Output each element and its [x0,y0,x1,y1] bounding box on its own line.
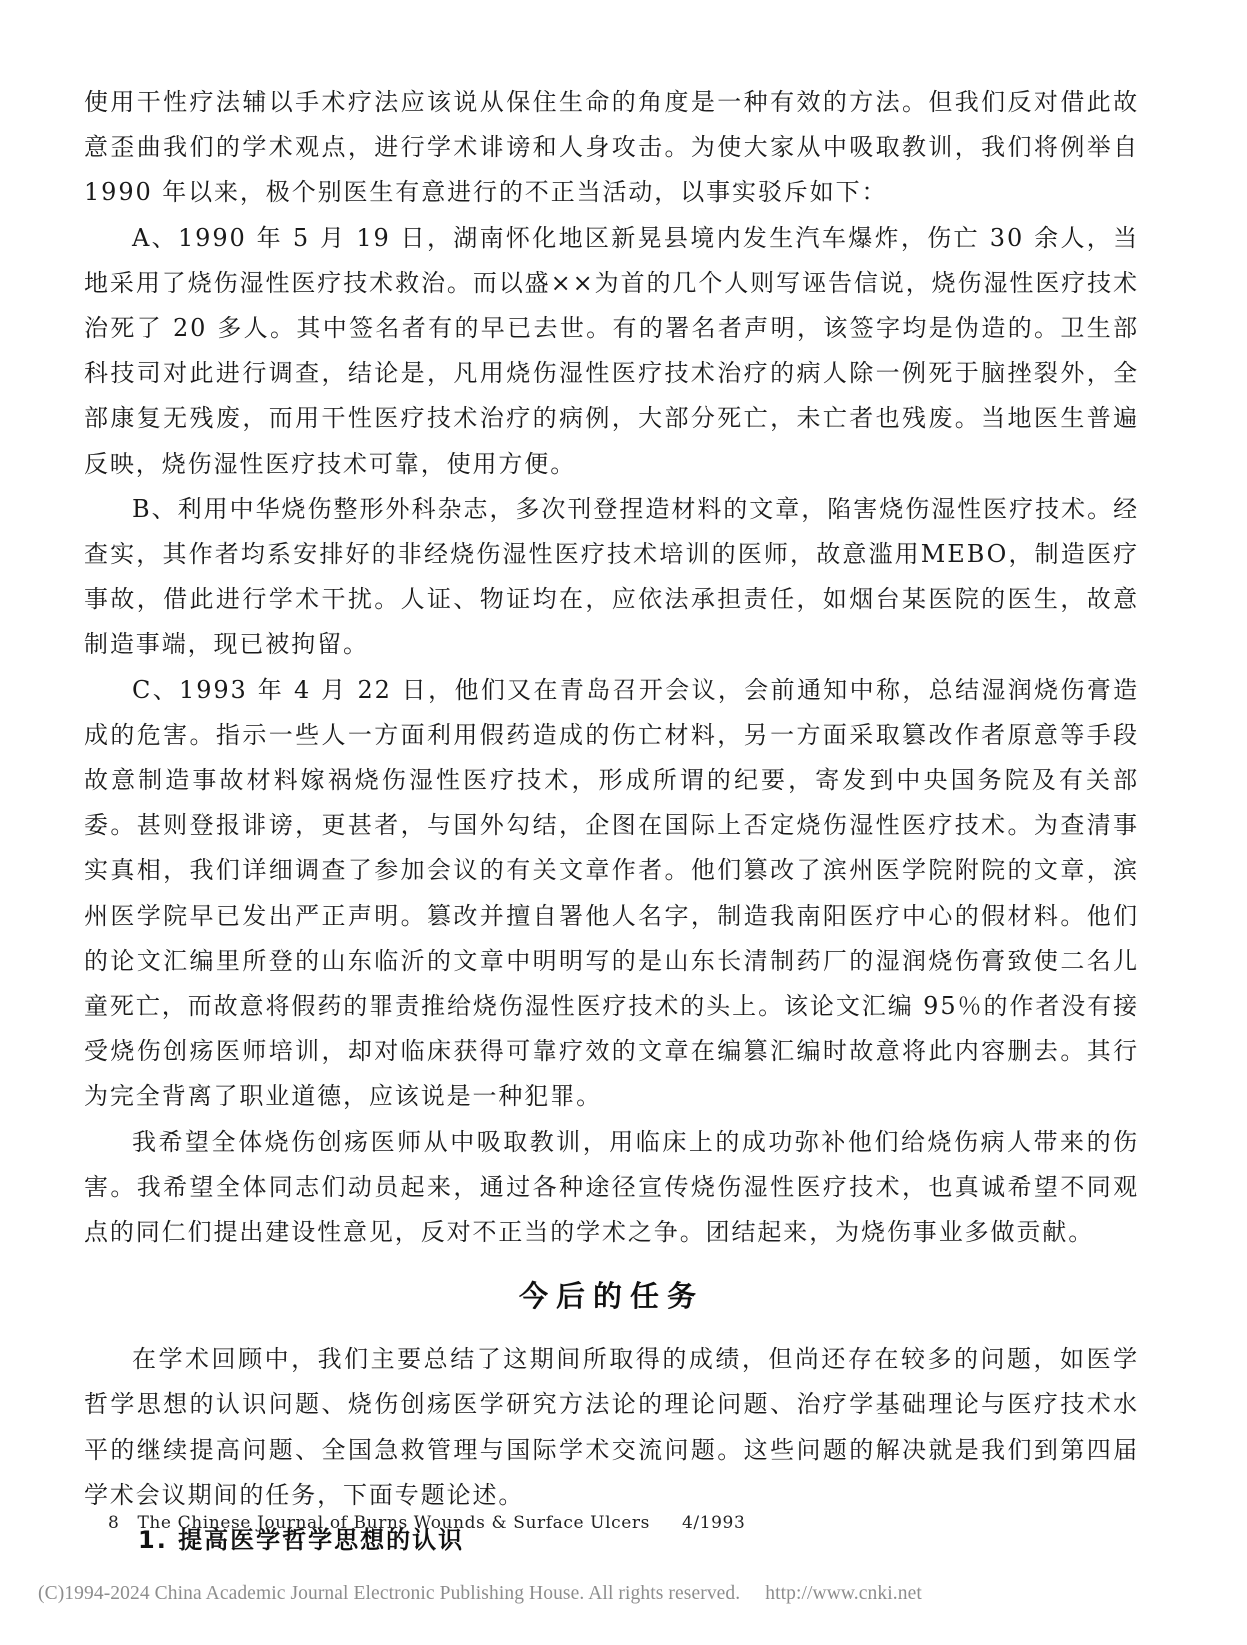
paragraph-case-b: B、利用中华烧伤整形外科杂志，多次刊登捏造材料的文章，陷害烧伤湿性医疗技术。经查实，其作者均系安排好的非经烧伤湿性医疗技术培训的医师，故意滥用MEBO，制造医疗事故，借此进行学术干扰。人证、物证均在，应依法承担责任，如烟台某医院的医生，故意制造事端，现已被拘留。 [84,494,1139,659]
paragraph-tasks-intro: 在学术回顾中，我们主要总结了这期间所取得的成绩，但尚还存在较多的问题，如医学哲学思想的认识问题、烧伤创疡医学研究方法论的理论问题、治疗学基础理论与医疗技术水平的继续提高问题、全国急救管理与国际学术交流问题。这些问题的解决就是我们到第四届学术会议期间的任务，下面专题论述。 [84,1345,1139,1509]
paragraph-appeal: 我希望全体烧伤创疡医师从中吸取教训，用临床上的成功弥补他们给烧伤病人带来的伤害。我希望全体同志们动员起来，通过各种途径宣传烧伤湿性医疗技术，也真诚希望不同观点的同仁们提出建设性意见，反对不正当的学术之争。团结起来，为烧伤事业多做贡献。 [84,1127,1139,1247]
issue-number: 4/1993 [681,1513,746,1533]
paragraph-case-a: A、1990 年 5 月 19 日，湖南怀化地区新晃县境内发生汽车爆炸，伤亡 30 余人，当地采用了烧伤湿性医疗技术救治。而以盛××为首的几个人则写诬告信说，烧伤湿性医疗技术治死了 20 多人。其中签名者有的早已去世。有的署名者声明，该签字均是伪造的。卫生部科技司对此进行调查，结论是，凡用烧伤湿性医疗技术治疗的病人除一例死于脑挫裂外，全部康复无残废，而用干性医疗技术治疗的病例，大部分死亡，未亡者也残废。当地医生普遍反映，烧伤湿性医疗技术可靠，使用方便。 [84,223,1139,478]
section-title: 今后的任务 [518,1279,704,1314]
copyright-notice [38,1583,922,1605]
copyright-url: http://www.cnki.net [765,1583,922,1604]
paragraph-case-c: C、1993 年 4 月 22 日，他们又在青岛召开会议，会前通知中称，总结湿润烧伤膏造成的危害。指示一些人一方面利用假药造成的伤亡材料，另一方面采取篡改作者原意等手段故意制造事故材料嫁祸烧伤湿性医疗技术，形成所谓的纪要，寄发到中央国务院及有关部委。甚则登报诽谤，更甚者，与国外勾结，企图在国际上否定烧伤湿性医疗技术。为查清事实真相，我们详细调查了参加会议的有关文章作者。他们篡改了滨州医学院附院的文章，滨州医学院早已发出严正声明。篡改并擅自署他人名字，制造我南阳医疗中心的假材料。他们的论文汇编里所登的山东临沂的文章中明明写的是山东长清制药厂的湿润烧伤膏致使二名儿童死亡，而故意将假药的罪责推给烧伤湿性医疗技术的头上。该论文汇编 95％的作者没有接受烧伤创疡医师培训，却对临床获得可靠疗效的文章在编篡汇编时故意将此内容删去。其行为完全背离了职业道德，应该说是一种犯罪。 [84,675,1139,1111]
subheading-philosophy: 1. 提高医学哲学思想的认识 [138,1526,465,1555]
paragraph-intro: 使用干性疗法辅以手术疗法应该说从保住生命的角度是一种有效的方法。但我们反对借此故意歪曲我们的学术观点，进行学术诽谤和人身攻击。为使大家从中吸取教训，我们将例举自 1990 年以来，极个别医生有意进行的不正当活动，以事实驳斥如下： [84,88,1139,207]
copyright-text: (C)1994-2024 China Academic Journal Electronic Publishing House. All rights reserved. [38,1583,741,1604]
article-body [84,80,1139,1563]
journal-name: The Chinese Journal of Burns Wounds & Surface Ulcers [137,1513,650,1533]
page-number: 8 [108,1513,120,1533]
page-footer [108,1513,745,1533]
